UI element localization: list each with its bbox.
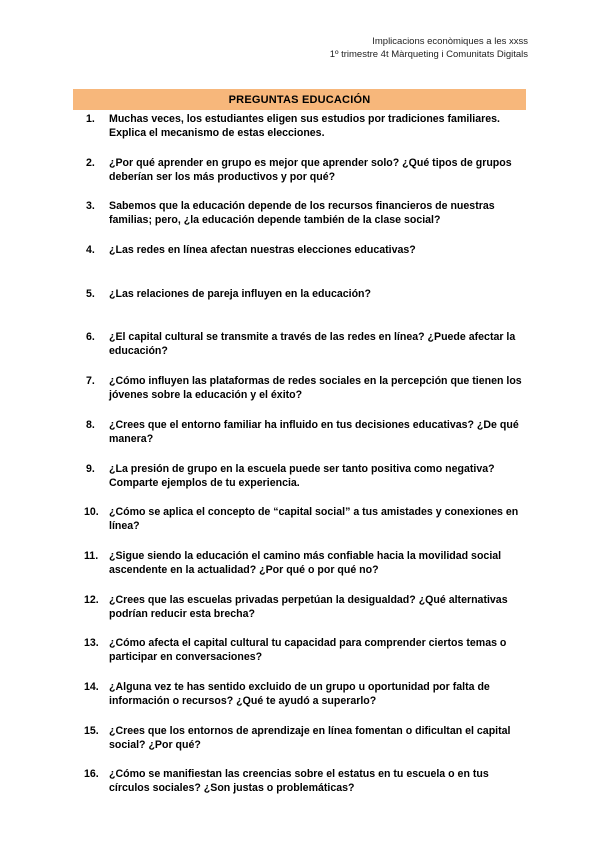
question-number: 16.	[84, 768, 99, 781]
question-text: ¿Cómo se aplica el concepto de “capital social” a tus amistades y conexiones en línea?	[109, 506, 519, 533]
question-item	[84, 549, 530, 577]
question-item	[84, 462, 530, 490]
question-number: 8.	[86, 418, 95, 431]
question-list	[84, 112, 530, 811]
question-item	[84, 112, 530, 140]
question-item	[84, 374, 530, 402]
question-item	[84, 199, 530, 227]
question-text: ¿Crees que las escuelas privadas perpetúan la desigualdad? ¿Qué alternativas podrían reducir esta brecha?	[109, 593, 508, 620]
question-item	[84, 680, 530, 708]
question-text: Muchas veces, los estudiantes eligen sus estudios por tradiciones familiares. Explica el mecanismo de estas elecciones.	[109, 113, 500, 139]
question-item	[84, 724, 530, 752]
question-number: 6.	[86, 331, 95, 344]
question-text: ¿Las redes en línea afectan nuestras elecciones educativas?	[109, 244, 416, 257]
question-number: 13.	[84, 637, 99, 650]
section-title: PREGUNTAS EDUCACIÓN	[73, 89, 526, 110]
question-item	[84, 593, 530, 621]
question-number: 12.	[84, 593, 99, 606]
question-number: 5.	[86, 287, 95, 300]
question-number: 4.	[86, 244, 95, 257]
question-item	[84, 767, 530, 795]
question-text: ¿Crees que el entorno familiar ha influido en tus decisiones educativas? ¿De qué manera?	[109, 418, 519, 445]
question-number: 11.	[84, 549, 99, 562]
question-item	[84, 330, 530, 358]
question-number: 9.	[86, 462, 95, 475]
question-text: ¿Alguna vez te has sentido excluido de un grupo u oportunidad por falta de información o recursos? ¿Qué te ayudó a superarlo?	[109, 680, 490, 707]
question-text: ¿Sigue siendo la educación el camino más confiable hacia la movilidad social ascendente en la actualidad? ¿Por qué o por qué no?	[109, 549, 502, 576]
question-item	[84, 287, 530, 315]
question-text: ¿Cómo influyen las plataformas de redes sociales en la percepción que tienen los jóvenes sobre la educación y el éxito?	[109, 375, 522, 402]
question-text: ¿Cómo afecta el capital cultural tu capacidad para comprender ciertos temas o participar en conversaciones?	[109, 637, 507, 664]
question-number: 1.	[86, 113, 95, 125]
question-text: ¿Por qué aprender en grupo es mejor que aprender solo? ¿Qué tipos de grupos deberían ser los más productivos y por qué?	[109, 156, 512, 183]
question-number: 7.	[86, 375, 95, 388]
question-text: ¿Crees que los entornos de aprendizaje en línea fomentan o dificultan el capital social? ¿Por qué?	[109, 724, 511, 751]
question-number: 15.	[84, 724, 99, 737]
page-header	[330, 35, 528, 61]
question-number: 10.	[84, 506, 99, 519]
question-text: ¿Las relaciones de pareja influyen en la educación?	[109, 287, 371, 300]
question-text: ¿El capital cultural se transmite a través de las redes en línea? ¿Puede afectar la educación?	[109, 331, 516, 358]
question-text: ¿La presión de grupo en la escuela puede ser tanto positiva como negativa? Comparte ejemplos de tu experiencia.	[109, 462, 495, 489]
question-item	[84, 505, 530, 533]
question-text: Sabemos que la educación depende de los recursos financieros de nuestras familias; pero, ¿la educación depende también de la clase social?	[109, 200, 495, 227]
question-item	[84, 418, 530, 446]
question-number: 2.	[86, 156, 95, 169]
question-number: 14.	[84, 680, 99, 693]
question-item	[84, 636, 530, 664]
header-course-title: Implicacions econòmiques a les xxss	[372, 36, 528, 47]
question-number: 3.	[86, 200, 95, 213]
question-item	[84, 156, 530, 184]
question-text: ¿Cómo se manifiestan las creencias sobre el estatus en tu escuela o en tus círculos sociales? ¿Son justas o problemáticas?	[109, 768, 489, 795]
header-course-subtitle: 1º trimestre 4t Màrqueting i Comunitats Digitals	[329, 49, 528, 60]
question-item	[84, 243, 530, 271]
